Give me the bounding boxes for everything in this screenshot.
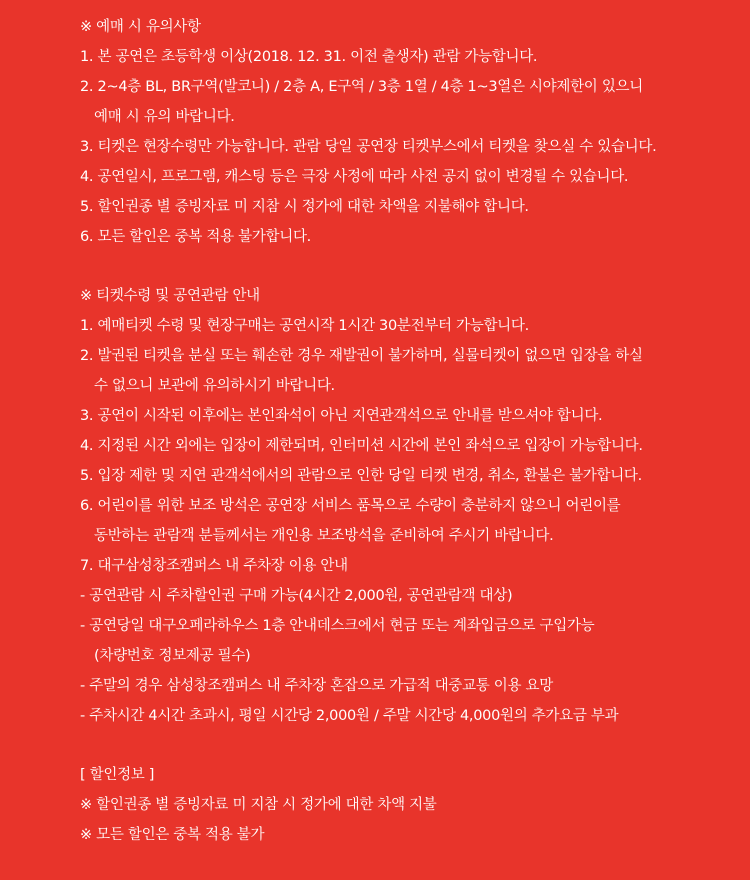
notice-item: 4. 공연일시, 프로그램, 캐스팅 등은 극장 사정에 따라 사전 공지 없이 변경될 수 있습니다. (80, 169, 629, 185)
guide-item: 2. 발권된 티켓을 분실 또는 훼손한 경우 재발권이 불가하며, 실물티켓이 없으면 입장을 하실 (80, 348, 643, 364)
guide-heading: ※ 티켓수령 및 공연관람 안내 (80, 288, 260, 304)
notice-section (80, 12, 750, 252)
notice-item-continued: 예매 시 유의 바랍니다. (94, 109, 235, 125)
section-spacer (80, 252, 750, 281)
guide-item: 4. 지정된 시간 외에는 입장이 제한되며, 인터미션 시간에 본인 좌석으로 입장이 가능합니다. (80, 438, 643, 454)
notice-item: 2. 2~4층 BL, BR구역(발코니) / 2층 A, E구역 / 3층 1열 / 4층 1~3열은 시야제한이 있으니 (80, 79, 643, 95)
parking-item: - 공연당일 대구오페라하우스 1층 안내데스크에서 현금 또는 계좌입금으로 구입가능 (80, 618, 595, 634)
parking-item: - 주말의 경우 삼성창조캠퍼스 내 주차장 혼잡으로 가급적 대중교통 이용 요망 (80, 678, 553, 694)
guide-item: 3. 공연이 시작된 이후에는 본인좌석이 아닌 지연관객석으로 안내를 받으셔야 합니다. (80, 408, 603, 424)
guide-section (80, 281, 750, 731)
notice-item: 6. 모든 할인은 중복 적용 불가합니다. (80, 229, 311, 245)
parking-item: - 주차시간 4시간 초과시, 평일 시간당 2,000원 / 주말 시간당 4,000원의 추가요금 부과 (80, 708, 619, 724)
notice-item: 3. 티켓은 현장수령만 가능합니다. 관람 당일 공연장 티켓부스에서 티켓을 찾으실 수 있습니다. (80, 139, 657, 155)
notice-item: 5. 할인권종 별 증빙자료 미 지참 시 정가에 대한 차액을 지불해야 합니다. (80, 199, 529, 215)
guide-item-continued: 동반하는 관람객 분들께서는 개인용 보조방석을 준비하여 주시기 바랍니다. (94, 528, 554, 544)
discount-heading: [ 할인정보 ] (80, 767, 155, 783)
guide-item-continued: 수 없으니 보관에 유의하시기 바랍니다. (94, 378, 335, 394)
guide-item: 5. 입장 제한 및 지연 관객석에서의 관람으로 인한 당일 티켓 변경, 취소, 환불은 불가합니다. (80, 468, 642, 484)
guide-item: 1. 예매티켓 수령 및 현장구매는 공연시작 1시간 30분전부터 가능합니다. (80, 318, 529, 334)
section-spacer (80, 731, 750, 760)
guide-item: 7. 대구삼성창조캠퍼스 내 주차장 이용 안내 (80, 558, 348, 574)
parking-item: - 공연관람 시 주차할인권 구매 가능(4시간 2,000원, 공연관람객 대상) (80, 588, 513, 604)
discount-section (80, 760, 750, 850)
parking-item-continued: (차량번호 정보제공 필수) (94, 648, 251, 664)
guide-item: 6. 어린이를 위한 보조 방석은 공연장 서비스 품목으로 수량이 충분하지 않으니 어린이를 (80, 498, 621, 514)
notice-item: 1. 본 공연은 초등학생 이상(2018. 12. 31. 이전 출생자) 관람 가능합니다. (80, 49, 538, 65)
discount-item: ※ 할인권종 별 증빙자료 미 지참 시 정가에 대한 차액 지불 (80, 797, 437, 813)
discount-item: ※ 모든 할인은 중복 적용 불가 (80, 827, 265, 843)
notice-heading: ※ 예매 시 유의사항 (80, 19, 201, 35)
